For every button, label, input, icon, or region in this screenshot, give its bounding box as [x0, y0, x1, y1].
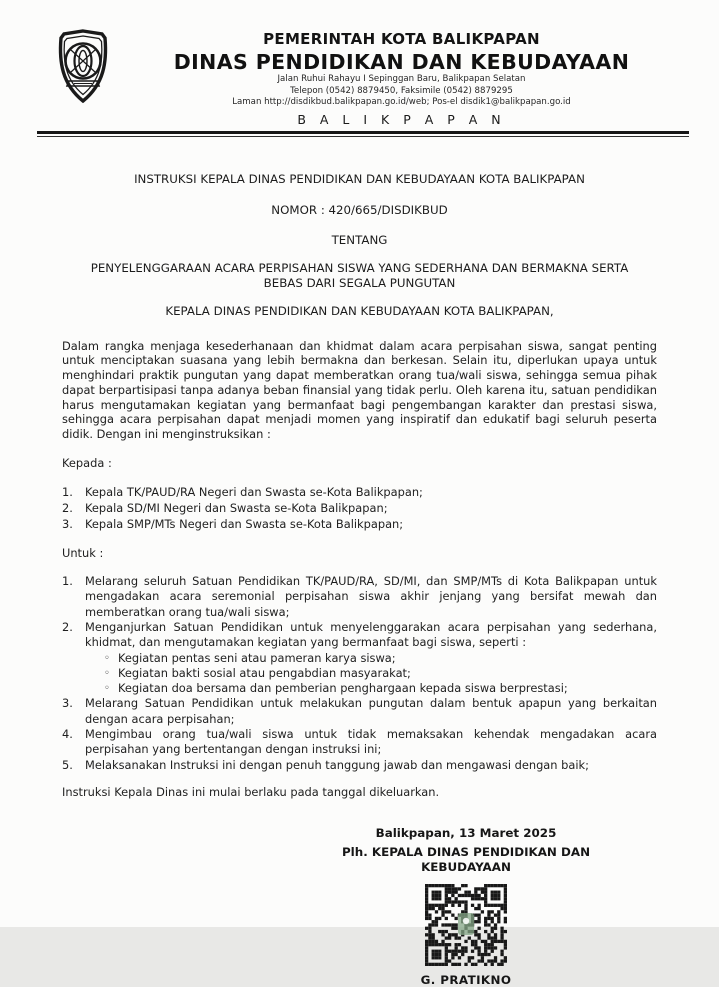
instruction-title: INSTRUKSI KEPALA DINAS PENDIDIKAN DAN KEBUDAYAAN KOTA BALIKPAPAN	[134, 171, 585, 186]
kepada-list	[62, 484, 657, 532]
kepada-label: Kepada :	[62, 456, 112, 471]
letter-body	[62, 172, 657, 987]
item-number: 2.	[62, 619, 73, 634]
untuk-label: Untuk :	[62, 546, 104, 561]
item-text: Kepala TK/PAUD/RA Negeri dan Swasta se-Kota Balikpapan;	[85, 485, 423, 500]
circle-bullet-icon: ◦	[104, 667, 110, 679]
letterhead	[0, 0, 719, 127]
list-item	[62, 574, 657, 620]
item-number: 5.	[62, 757, 73, 772]
item-text: Kepala SD/MI Negeri dan Swasta se-Kota Balikpapan;	[85, 501, 388, 516]
government-name: PEMERINTAH KOTA BALIKPAPAN	[263, 30, 540, 48]
list-item	[62, 500, 657, 516]
header-divider	[37, 131, 689, 137]
sub-list-item	[102, 666, 657, 681]
item-number: 1.	[62, 574, 73, 589]
item-text: Menganjurkan Satuan Pendidikan untuk menyelenggarakan acara perpisahan yang sederhana, khidmat, dan mengutamakan kegiatan yang bermanfaat bagi siswa, seperti :	[85, 619, 657, 650]
about-label: TENTANG	[331, 232, 388, 247]
department-name: DINAS PENDIDIKAN DAN KEBUDAYAAN	[173, 50, 630, 74]
item-number: 4.	[62, 727, 73, 742]
letterhead-city: B A L I K P A P A N	[297, 111, 506, 127]
signer-position: Plh. KEPALA DINAS PENDIDIKAN DAN KEBUDAYAAN	[341, 844, 591, 874]
circle-bullet-icon: ◦	[104, 683, 110, 695]
item-text: Melarang seluruh Satuan Pendidikan TK/PAUD/RA, SD/MI, dan SMP/MTs di Kota Balikpapan untuk mengadakan acara seremonial perpisahan siswa akhir jenjang yang bersifat mewah dan memberatkan orang tua/wali siswa;	[85, 574, 657, 619]
item-number: 3.	[62, 696, 73, 711]
sub-item-text: Kegiatan bakti sosial atau pengabdian masyarakat;	[118, 665, 411, 680]
list-item	[62, 727, 657, 758]
sub-list-item	[102, 651, 657, 666]
place-and-date: Balikpapan, 13 Maret 2025	[375, 825, 557, 840]
circle-bullet-icon: ◦	[104, 652, 110, 664]
title-block	[62, 172, 657, 318]
list-item	[62, 620, 657, 651]
signature-block	[327, 826, 605, 987]
item-text: Melaksanakan Instruksi ini dengan penuh tanggung jawab dan mengawasi dengan baik;	[85, 757, 589, 772]
closing-statement: Instruksi Kepala Dinas ini mulai berlaku pada tanggal dikeluarkan.	[62, 784, 440, 799]
untuk-list	[62, 574, 657, 773]
sub-list-item	[102, 681, 657, 696]
signer-name: G. PRATIKNO	[420, 972, 512, 987]
subject-title: PENYELENGGARAAN ACARA PERPISAHAN SISWA YANG SEDERHANA DAN BERMAKNA SERTA BEBAS DARI SEGALA PUNGUTAN	[90, 260, 629, 290]
letterhead-text	[112, 30, 691, 127]
list-item	[62, 696, 657, 727]
item-text: Melarang Satuan Pendidikan untuk melakukan pungutan dalam bentuk apapun yang berkaitan dengan acara perpisahan;	[85, 696, 657, 726]
sub-item-text: Kegiatan doa bersama dan pemberian penghargaan kepada siswa berprestasi;	[118, 681, 568, 696]
activity-sub-list	[102, 651, 657, 697]
opening-paragraph: Dalam rangka menjaga kesederhanaan dan khidmat dalam acara perpisahan siswa, sangat penting untuk menciptakan suasana yang lebih bermakna dan berkesan. Selain itu, diperlukan upaya untuk menghindari praktik pungutan yang dapat memberatkan orang tua/wali siswa, sehingga semua pihak dapat berpartisipasi tanpa adanya beban finansial yang tidak perlu. Oleh karena itu, satuan pendidikan harus mengutamakan kegiatan yang bermanfaat bagi pengembangan karakter dan prestasi siswa, sehingga acara perpisahan dapat menjadi momen yang inspiratif dan edukatif bagi seluruh peserta didik. Dengan ini menginstruksikan :	[62, 338, 657, 442]
list-item	[62, 758, 657, 773]
document-number: NOMOR : 420/665/DISDIKBUD	[271, 202, 448, 217]
sub-item-text: Kegiatan pentas seni atau pameran karya siswa;	[118, 650, 396, 665]
signature-qr-code	[425, 884, 507, 966]
balikpapan-city-crest-icon	[52, 28, 114, 112]
address-line-3: Laman http://disdikbud.balikpapan.go.id/web; Pos-el disdik1@balikpapan.go.id	[232, 97, 571, 107]
item-number: 1.	[62, 485, 73, 500]
item-text: Kepala SMP/MTs Negeri dan Swasta se-Kota Balikpapan;	[85, 517, 404, 532]
item-text: Mengimbau orang tua/wali siswa untuk tidak memaksakan kehendak mengadakan acara perpisahan yang bertentangan dengan instruksi ini;	[85, 727, 657, 757]
address-line-2: Telepon (0542) 8879450, Faksimile (0542) 8879295	[290, 85, 513, 96]
list-item	[62, 484, 657, 500]
item-number: 2.	[62, 501, 73, 516]
address-line-1: Jalan Ruhui Rahayu I Sepinggan Baru, Balikpapan Selatan	[277, 74, 526, 84]
item-number: 3.	[62, 517, 73, 532]
list-item	[62, 516, 657, 532]
issuer-line: KEPALA DINAS PENDIDIKAN DAN KEBUDAYAAN KOTA BALIKPAPAN,	[165, 303, 554, 318]
